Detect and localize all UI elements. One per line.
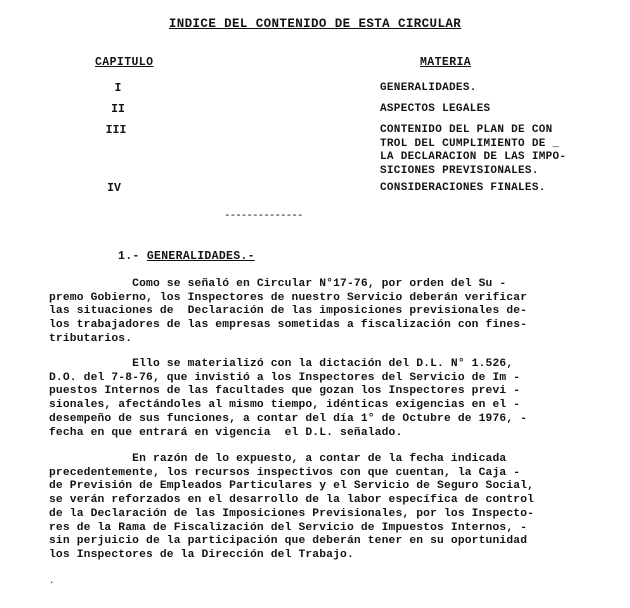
toc-chapter-title: ASPECTOS LEGALES bbox=[380, 103, 491, 115]
toc-chapter-title: CONTENIDO DEL PLAN DE CON TROL DEL CUMPLIMIENTO DE _ LA DECLARACION DE LAS IMPO- SICIONES PREVISIONALES. bbox=[380, 124, 567, 177]
section-heading bbox=[118, 250, 255, 263]
section-title: GENERALIDADES.- bbox=[146, 250, 255, 263]
document-title: INDICE DEL CONTENIDO DE ESTA CIRCULAR bbox=[168, 17, 462, 31]
separator-line: -------------- bbox=[224, 210, 303, 222]
scan-speck: · bbox=[49, 578, 55, 588]
body-paragraph: Como se señaló en Circular N°17-76, por orden del Su - premo Gobierno, los Inspectores de nuestro Servicio deberán verificar las situaciones de Declaración de las imposiciones previsionales de- los trabajadores de las empresas sometidas a fiscalización con fines- tributarios. bbox=[49, 278, 528, 345]
toc-chapter-number: IV bbox=[107, 182, 121, 195]
toc-chapter-number: III bbox=[105, 124, 127, 137]
toc-chapter-number: II bbox=[111, 103, 125, 116]
toc-chapter-title: CONSIDERACIONES FINALES. bbox=[380, 182, 546, 194]
body-paragraph: En razón de lo expuesto, a contar de la fecha indicada precedentemente, los recursos inspectivos con que cuentan, la Caja - de Previsión de Empleados Particulares y el Servicio de Seguro Social, se verán reforzados en el desarrollo de la labor específica de control de la Declaración de las Imposiciones Previsionales, por los Inspecto- res de la Rama de Fiscalización del Servicio de Impuestos Internos, - sin perjuicio de la participación que deberán tener en su oportunidad los Inspectores de la Dirección del Trabajo. bbox=[49, 453, 535, 561]
toc-chapter-title: GENERALIDADES. bbox=[380, 82, 477, 94]
column-header-materia: MATERIA bbox=[420, 56, 472, 69]
column-header-capitulo: CAPITULO bbox=[95, 56, 154, 69]
body-paragraph: Ello se materializó con la dictación del D.L. N° 1.526, D.O. del 7-8-76, que invistió a los Inspectores del Servicio de Im - puestos Internos de las facultades que gozan los Inspectores previ - sionales, afectándoles al mismo tiempo, idénticas exigencias en el - desempeño de sus funciones, a contar del día 1° de Octubre de 1976, - fecha en que entrará en vigencia el D.L. señalado. bbox=[49, 358, 528, 439]
toc-chapter-number: I bbox=[114, 82, 122, 95]
section-number: 1.- bbox=[118, 250, 140, 263]
